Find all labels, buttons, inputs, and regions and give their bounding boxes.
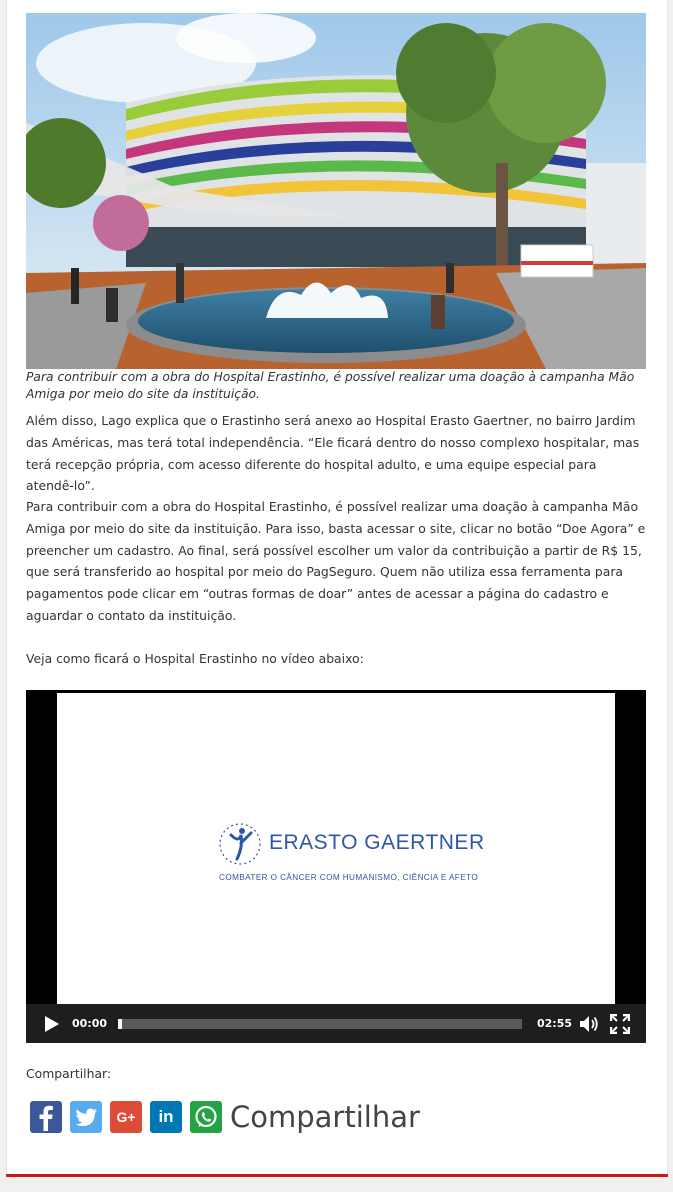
google-plus-share-button[interactable]	[110, 1101, 142, 1133]
hospital-rendering-image	[26, 13, 646, 369]
paragraph-1: Além disso, Lago explica que o Erastinho será anexo ao Hospital Erasto Gaertner, no bairro Jardim das Américas, mas terá total independência. “Ele ficará dentro do nosso complexo hospitalar, mas terá recepção própria, com acesso diferente do hospital adulto, e uma equipe especial para atendê-lo”.	[26, 413, 640, 494]
fullscreen-icon[interactable]	[610, 1014, 630, 1034]
share-buttons	[30, 1099, 420, 1135]
whatsapp-share-button[interactable]	[190, 1101, 222, 1133]
logo-name: ERASTO GAERTNER	[269, 831, 485, 854]
twitter-share-button[interactable]	[70, 1101, 102, 1133]
erasto-gaertner-logo	[217, 821, 485, 891]
current-time: 00:00	[72, 1017, 108, 1030]
google-plus-icon: G+	[116, 1109, 136, 1125]
whatsapp-icon	[190, 1101, 222, 1133]
video-frame[interactable]	[57, 693, 615, 1004]
bottom-accent-bar	[6, 1174, 668, 1177]
logo-emblem-icon	[217, 821, 263, 867]
linkedin-share-button[interactable]	[150, 1101, 182, 1133]
logo-tagline: COMBATER O CÂNCER COM HUMANISMO, CIÊNCIA E AFETO	[219, 873, 479, 882]
video-controls	[26, 1004, 646, 1043]
progress-slider[interactable]	[118, 1019, 522, 1029]
paragraph-2: Para contribuir com a obra do Hospital Erastinho, é possível realizar uma doação à campanha Mão Amiga por meio do site da instituição. Para isso, basta acessar o site, clicar no botão “Doe Agora” e preencher um cadastro. Ao final, será possível escolher um valor da contribuição a partir de R$ 15, que será transferido ao hospital por meio do PagSeguro. Quem não utiliza essa ferramenta para pagamentos pode clicar em “outras formas de doar” antes de acessar a página do cadastro e aguardar o contato da instituição.	[26, 499, 646, 623]
progress-fill	[118, 1019, 122, 1029]
volume-icon[interactable]	[578, 1014, 600, 1034]
image-caption: Para contribuir com a obra do Hospital Erastinho, é possível realizar uma doação à campanha Mão Amiga por meio do site da instituição.	[26, 370, 635, 401]
twitter-icon	[70, 1101, 102, 1133]
facebook-icon	[30, 1101, 62, 1133]
facebook-share-button[interactable]	[30, 1101, 62, 1133]
linkedin-icon: in	[158, 1107, 174, 1126]
paragraph-3: Veja como ficará o Hospital Erastinho no vídeo abaixo:	[26, 651, 364, 666]
video-player[interactable]	[26, 690, 646, 1043]
share-text-button[interactable]: Compartilhar	[230, 1100, 420, 1134]
hospital-rendering-illustration	[26, 13, 646, 369]
play-icon[interactable]	[42, 1015, 62, 1033]
duration-time: 02:55	[537, 1017, 573, 1030]
share-label: Compartilhar:	[26, 1066, 112, 1081]
